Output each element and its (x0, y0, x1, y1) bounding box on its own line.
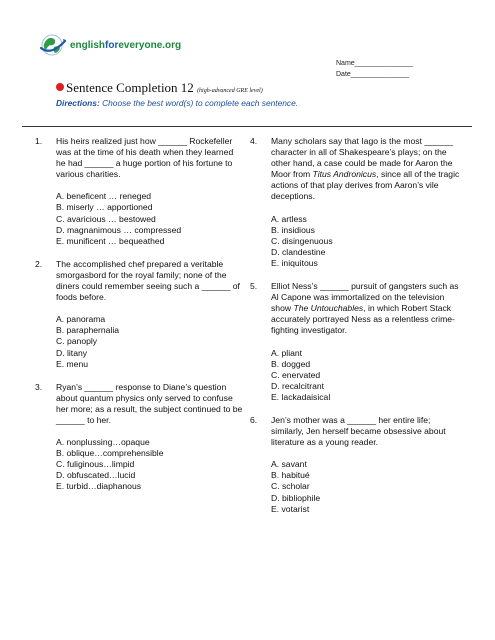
answer-option[interactable]: C. fuliginous…limpid (56, 459, 135, 470)
answer-option[interactable]: D. bibliophile (271, 492, 321, 503)
left-column (35, 136, 245, 505)
answer-option[interactable]: A. panorama (56, 314, 106, 325)
logo-text (70, 40, 181, 51)
question-stem (271, 281, 460, 336)
name-date-block (336, 58, 413, 80)
question-number: 3. (35, 381, 43, 392)
answer-option[interactable]: B. insidious (271, 224, 315, 235)
answer-option[interactable]: D. recalcitrant (271, 380, 325, 391)
answer-option[interactable]: D. magnanimous … compressed (56, 224, 182, 235)
stem-text: Many scholars say that Iago is the most ______ character in all of Shakespeare’s plays; on the other hand, a case could be made for Aaron the Moor from (271, 136, 454, 180)
answer-option[interactable]: A. nonplussing…opaque (56, 437, 150, 448)
answer-option[interactable]: C. disingenuous (271, 235, 333, 246)
question-number: 1. (35, 136, 43, 146)
logo-text-english: english (70, 40, 106, 51)
question-2 (35, 259, 245, 370)
logo-text-for: for (105, 40, 119, 51)
red-bullet-icon (56, 83, 64, 91)
question-5 (250, 281, 460, 403)
question-4 (250, 136, 460, 269)
answer-option[interactable]: A. savant (271, 459, 307, 470)
title-level: (high-advanced GRE level) (197, 88, 263, 94)
right-column (250, 136, 460, 527)
answer-option[interactable]: E. iniquitous (271, 257, 318, 268)
answer-option[interactable]: B. paraphernalia (56, 325, 120, 336)
question-stem (271, 136, 460, 203)
page-title (56, 80, 263, 96)
question-stem: The accomplished chef prepared a veritable smorgasbord for the royal family; none of the diners could remember seeing such a ______ of foods before. (56, 258, 240, 303)
question-stem: Ryan’s ______ response to Diane’s question about quantum physics only served to confuse her more; as a result, the subject continued to be ______ to her. (56, 381, 243, 425)
answer-option[interactable]: D. litany (56, 347, 88, 358)
question-stem: His heirs realized just how ______ Rockefeller was at the time of his death when they learned he had ______ a huge portion of his fortune to various charities. (56, 136, 234, 180)
question-number: 6. (250, 414, 258, 425)
answer-option[interactable]: E. turbid…diaphanous (56, 481, 142, 492)
site-logo[interactable] (38, 30, 182, 70)
answer-option[interactable]: A. beneficent … reneged (56, 191, 152, 202)
directions (56, 98, 298, 108)
question-stem: Jen’s mother was a ______ her entire life; similarly, Jen herself became obsessive about literature as a young reader. (271, 414, 446, 448)
answer-option[interactable]: E. lackadaisical (271, 391, 331, 402)
question-6 (250, 415, 460, 515)
answer-option[interactable]: B. habitué (271, 470, 310, 481)
divider (22, 126, 472, 127)
answer-option[interactable]: A. artless (271, 213, 307, 224)
answer-option[interactable]: B. miserly … apportioned (56, 202, 153, 213)
stem-text: , since all of the tragic actions of that play derives from Aaron’s vile deceptions. (271, 169, 460, 202)
question-1 (35, 136, 245, 247)
answer-option[interactable]: B. oblique…comprehensible (56, 448, 164, 459)
answer-option[interactable]: C. enervated (271, 369, 321, 380)
answer-option[interactable]: E. munificent … bequeathed (56, 235, 165, 246)
stem-text: , in which Robert Stack accurately portrayed Ness as a relentless crime-fighting investigator. (271, 303, 455, 336)
date-field[interactable]: Date_______________ (336, 71, 410, 78)
show-title: The Untouchables (293, 303, 364, 314)
answer-option[interactable]: B. dogged (271, 358, 311, 369)
answer-option[interactable]: D. clandestine (271, 246, 326, 257)
answer-option[interactable]: A. pliant (271, 347, 303, 358)
play-title: Titus Andronicus (312, 169, 377, 180)
stem-text: Elliot Ness’s ______ pursuit of gangsters such as Al Capone was immortalized on the television show (271, 281, 459, 314)
question-number: 5. (250, 281, 258, 292)
answer-option[interactable]: C. scholar (271, 481, 310, 492)
globe-icon (38, 30, 68, 60)
directions-label: Directions: (56, 98, 100, 108)
answer-option[interactable]: C. avaricious … bestowed (56, 213, 156, 224)
answer-option[interactable]: D. obfuscated…lucid (56, 470, 136, 481)
answer-option[interactable]: C. panoply (56, 336, 98, 347)
answer-option[interactable]: E. menu (56, 358, 89, 369)
directions-text: Choose the best word(s) to complete each sentence. (102, 98, 299, 108)
question-number: 2. (35, 258, 43, 269)
question-number: 4. (250, 136, 258, 146)
question-3 (35, 382, 245, 493)
answer-option[interactable]: E. votarist (271, 503, 310, 514)
logo-text-everyone: everyone.org (118, 40, 182, 51)
title-text: Sentence Completion 12 (66, 80, 194, 95)
name-field[interactable]: Name_______________ (336, 60, 414, 67)
